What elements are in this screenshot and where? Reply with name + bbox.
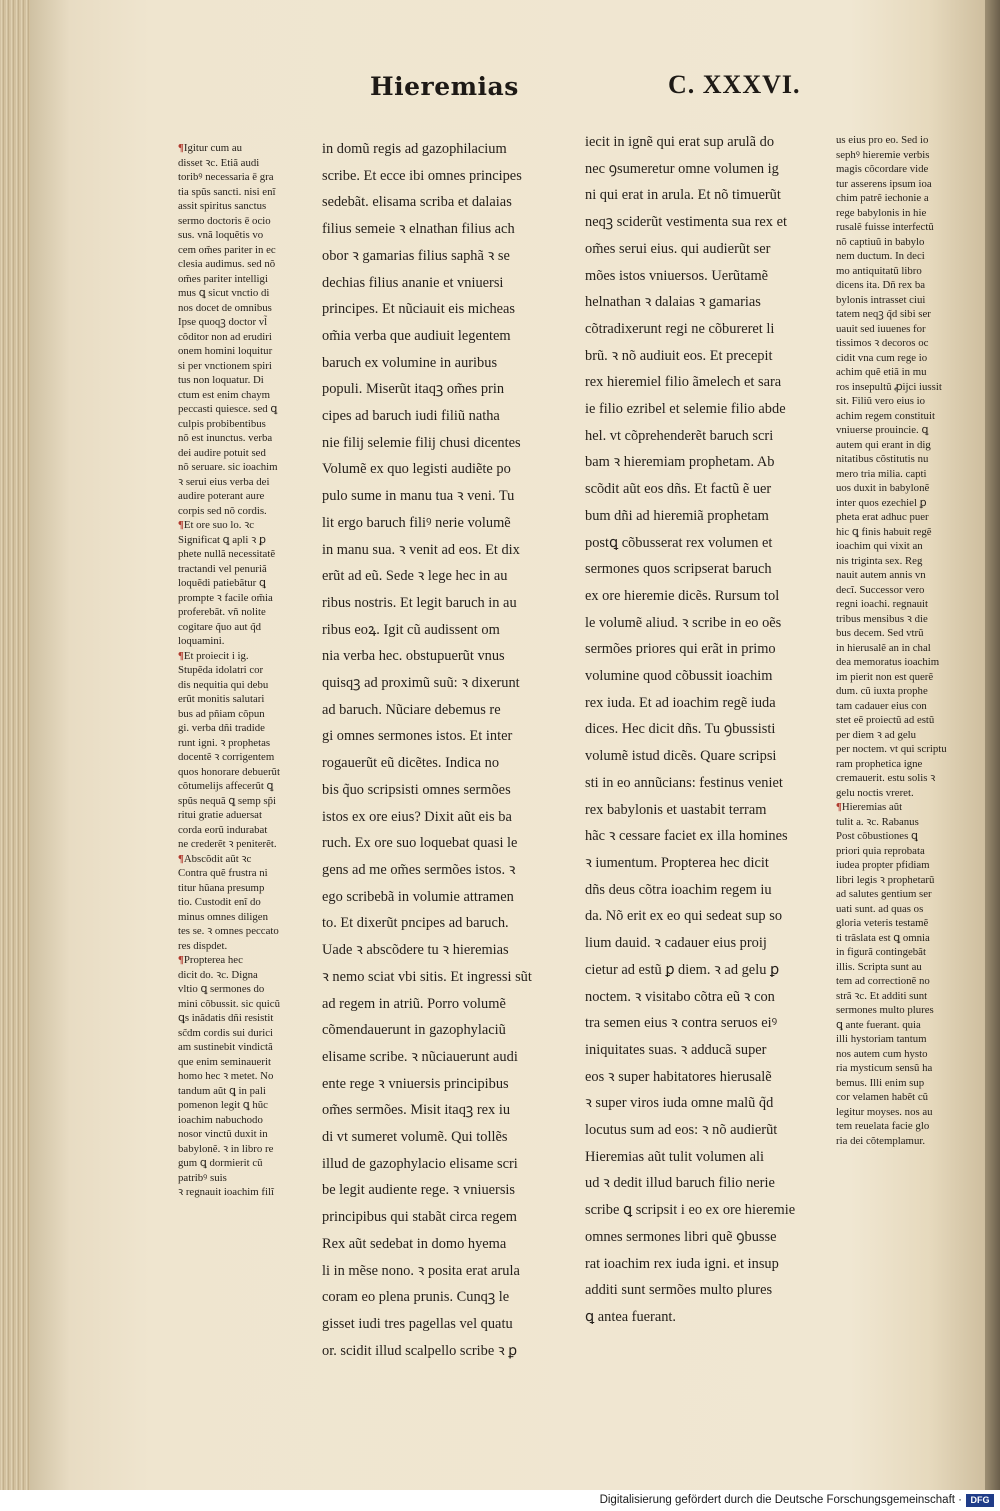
text-line: ꝗ antea fuerant. bbox=[585, 1308, 677, 1325]
text-line: corda eorũ indurabat bbox=[178, 823, 268, 836]
text-line: tes se. ꝛ omnes peccato bbox=[178, 925, 279, 937]
text-line: erũt ad eũ. Sede ꝛ lege hec in au bbox=[322, 568, 508, 585]
text-line: cogitare q̃uo aut q̃d bbox=[178, 620, 262, 633]
text-line: inter quos ezechiel ꝑ bbox=[836, 496, 927, 509]
text-line: ruch. Ex ore suo loquebat quasi le bbox=[322, 835, 518, 852]
text-line: sermões priores qui erãt in primo bbox=[585, 641, 776, 658]
text-line: li in mẽse nono. ꝛ posita erat arula bbox=[322, 1262, 520, 1279]
text-line: phete nullã necessitatẽ bbox=[178, 548, 276, 560]
text-line: achim quẽ etiã in mu bbox=[836, 366, 927, 378]
text-line: gi omnes sermones istos. Et inter bbox=[322, 728, 513, 745]
text-line: decĩ. Successor vero bbox=[836, 583, 925, 596]
rubric-paragraph-mark: ¶ bbox=[836, 801, 842, 813]
text-line: per diem ꝛ ad gelu bbox=[836, 728, 917, 741]
text-line: ente rege ꝛ vniuersis principibus bbox=[322, 1075, 509, 1092]
text-line: iniquitates suas. ꝛ adducã super bbox=[585, 1041, 767, 1058]
text-line: om̃es sermões. Misit itaqꝫ rex iu bbox=[322, 1102, 511, 1119]
text-line: titur hũana presump bbox=[178, 881, 265, 894]
text-line: toribꝰ necessaria ē gra bbox=[178, 171, 274, 183]
main-text-column-left bbox=[322, 136, 548, 1364]
text-line: culpis probibentibus bbox=[178, 417, 266, 430]
text-line: obor ꝛ gamarias filius saphã ꝛ se bbox=[322, 247, 510, 264]
text-line: sc̃dm cordis sui durici bbox=[178, 1026, 274, 1039]
text-line: tio. Custodit enĩ do bbox=[178, 896, 261, 908]
text-line: nos docet de omnibus bbox=[178, 301, 272, 314]
text-line: cõditor non ad erudiri bbox=[178, 330, 272, 343]
text-line: Significat ꝗ apli ꝛ ꝑ bbox=[178, 533, 266, 546]
text-line: in hierusalẽ an in chal bbox=[836, 641, 931, 654]
digitization-footer bbox=[0, 1490, 1000, 1511]
text-line: ꝛ super viros iuda omne malũ q̃d bbox=[585, 1095, 774, 1112]
text-line: bemus. Illi enim sup bbox=[836, 1076, 925, 1089]
text-line: ꝛ serui eius verba dei bbox=[178, 475, 270, 488]
text-line: mero tria milia. capti bbox=[836, 467, 927, 480]
text-line: rex babylonis et uastabit terram bbox=[585, 801, 767, 818]
text-line: hic ꝗ finis habuit regẽ bbox=[836, 525, 932, 538]
text-line: ram prophetica igne bbox=[836, 757, 923, 770]
text-line: babylonẽ. ꝛ in libro re bbox=[178, 1142, 274, 1155]
text-line: minus omnes diligen bbox=[178, 910, 268, 923]
text-line: si per vnctionem spiri bbox=[178, 359, 272, 372]
text-line: nos autem cum hysto bbox=[836, 1047, 928, 1060]
text-line: rogauerũt eũ dicẽtes. Indica no bbox=[322, 755, 500, 772]
running-title: Hieremias bbox=[370, 72, 519, 101]
text-line: Stupẽda idolatri cor bbox=[178, 664, 264, 676]
text-line: bis q̃uo scripsisti omnes sermões bbox=[322, 781, 511, 798]
text-line: illis. Scripta sunt au bbox=[836, 960, 922, 973]
text-line: dñs deus cõtra ioachim regem iu bbox=[585, 881, 772, 898]
text-line: us eius pro eo. Sed io bbox=[836, 134, 929, 146]
text-line: nauit autem annis vn bbox=[836, 569, 926, 581]
main-text-column-right bbox=[585, 129, 805, 1331]
text-line: nis triginta sex. Reg bbox=[836, 554, 923, 567]
text-line: sedebãt. elisama scriba et dalaias bbox=[322, 194, 512, 211]
text-line: gloria veteris testamẽ bbox=[836, 917, 929, 929]
funding-notice: Digitalisierung gefördert durch die Deutsche Forschungsgemeinschaft · bbox=[599, 1494, 962, 1506]
text-line: uati sunt. ad quas os bbox=[836, 902, 924, 915]
text-line: rusalẽ fuisse interfectũ bbox=[836, 221, 934, 233]
text-line: iecit in ignẽ qui erat sup arulã do bbox=[585, 134, 775, 150]
text-line: ti trãslata est ꝗ omnia bbox=[836, 931, 930, 944]
text-line: dum. cũ iuxta prophe bbox=[836, 685, 928, 697]
text-line: loquamini. bbox=[178, 635, 225, 647]
text-line: prompte ꝛ facile om̃ia bbox=[178, 591, 273, 604]
text-line: helnathan ꝛ dalaias ꝛ gamarias bbox=[585, 294, 761, 311]
text-line: rat ioachim rex iuda igni. et insup bbox=[585, 1255, 779, 1272]
text-line: ctum est enim chaym bbox=[178, 388, 271, 401]
text-line: uos duxit in babylonẽ bbox=[836, 482, 930, 494]
text-line: istos ex ore eius? Dixit aũt eis ba bbox=[322, 808, 512, 825]
text-line: corpis sed nõ cordis. bbox=[178, 504, 267, 517]
text-line: coram eo plena prunis. Cunqꝫ le bbox=[322, 1289, 510, 1306]
text-line: disset ꝛc. Etiã audi bbox=[178, 156, 260, 169]
binding-edge bbox=[985, 0, 1000, 1490]
text-line: rex iuda. Et ad ioachim regẽ iuda bbox=[585, 694, 776, 711]
text-line: elisame scribe. ꝛ nũciauerunt audi bbox=[322, 1048, 518, 1065]
text-line: om̃es serui eius. qui audierũt ser bbox=[585, 240, 771, 257]
text-line: pomenon legit ꝗ hũc bbox=[178, 1099, 268, 1111]
text-line: dea memoratus ioachim bbox=[836, 656, 940, 668]
text-line: nõ est inunctus. verba bbox=[178, 432, 273, 444]
text-line: sermones multo plures bbox=[836, 1004, 934, 1016]
text-line: bus ad pñiam cõpun bbox=[178, 707, 265, 720]
text-line: iudea propter pfidiam bbox=[836, 859, 930, 871]
text-line: ne crederẽt ꝛ peniterẽt. bbox=[178, 838, 277, 850]
text-line: nosor vinctũ duxit in bbox=[178, 1128, 268, 1140]
text-line: rex hieremiel filio ãmelech et sara bbox=[585, 374, 782, 391]
text-line: cõtradixerunt regi ne cõbureret li bbox=[585, 320, 775, 337]
text-line: ros insepultũ ꝓijci iussit bbox=[836, 380, 942, 393]
text-line: bam ꝛ hieremiam prophetam. Ab bbox=[585, 454, 775, 471]
text-line: illud de gazophylacio elisame scri bbox=[322, 1155, 518, 1172]
text-line: nia verba hec. obstupuerũt vnus bbox=[322, 648, 505, 665]
text-line: onem homini loquitur bbox=[178, 345, 273, 357]
text-line: ritui gratie aduersat bbox=[178, 809, 262, 821]
text-line: im pierit non est querẽ bbox=[836, 670, 934, 683]
text-line: om̃ia verba que audiuit legentem bbox=[322, 327, 511, 344]
text-line: cietur ad estũ ꝑ diem. ꝛ ad gelu ꝑ bbox=[585, 961, 780, 978]
text-line: quos honorare debuerũt bbox=[178, 765, 280, 778]
text-line: Uade ꝛ abscõdere tu ꝛ hieremias bbox=[322, 942, 509, 959]
text-line: cõmendauerunt in gazophylaciũ bbox=[322, 1022, 506, 1039]
text-line: di vt sumeret volumẽ. Qui tollẽs bbox=[322, 1129, 508, 1146]
rubric-paragraph-mark: ¶ bbox=[178, 852, 184, 865]
text-line: ad baruch. Nũciare debemus re bbox=[322, 701, 501, 718]
text-line: in domũ regis ad gazophilacium bbox=[322, 141, 507, 157]
text-line: sit. Filiũ vero eius io bbox=[836, 395, 926, 407]
text-line: brũ. ꝛ nõ audiuit eos. Et precepit bbox=[585, 347, 773, 364]
text-line: gi. verba dñi tradide bbox=[178, 722, 265, 734]
text-line: om̃es pariter intelligi bbox=[178, 272, 268, 285]
text-line: cem om̃es pariter in ec bbox=[178, 243, 276, 256]
text-line: achim regem constituit bbox=[836, 409, 935, 422]
text-line: hãc ꝛ cessare faciet ex illa homines bbox=[585, 828, 788, 845]
rubric-paragraph-mark: ¶ bbox=[178, 519, 184, 531]
text-line: nie filij selemie filij chusi dicentes bbox=[322, 434, 521, 451]
text-line: cremauerit. estu solis ꝛ bbox=[836, 772, 936, 784]
gloss-column-left bbox=[178, 141, 296, 1200]
text-line: ad regem in atriũ. Porro volumẽ bbox=[322, 995, 506, 1012]
text-line: bus decem. Sed vtrũ bbox=[836, 627, 924, 639]
text-line: dis nequitia qui debu bbox=[178, 678, 269, 691]
text-line: Abscõdit aũt ꝛc bbox=[183, 852, 252, 865]
text-line: strã ꝛc. Et additi sunt bbox=[836, 989, 928, 1002]
text-line: ꝗ ante fuerant. quia bbox=[836, 1018, 921, 1031]
text-line: neqꝫ sciderũt vestimenta sua rex et bbox=[585, 214, 787, 231]
text-line: per noctem. vt qui scriptu bbox=[836, 743, 947, 755]
text-line: ud ꝛ dedit illud baruch filio nerie bbox=[585, 1175, 775, 1192]
text-line: Rex aũt sedebat in domo hyema bbox=[322, 1235, 507, 1252]
text-line: ni qui erat in arula. Et nõ timuerũt bbox=[585, 187, 781, 204]
text-line: stet eẽ proiectũ ad estũ bbox=[836, 714, 935, 726]
text-line: autem qui erant in dig bbox=[836, 438, 931, 451]
text-line: loquẽdi patiebãtur ꝗ bbox=[178, 577, 266, 589]
text-line: tia spũs sancti. nisi enĩ bbox=[178, 185, 276, 198]
text-line: chim patrẽ iechonie a bbox=[836, 192, 929, 204]
text-line: Contra quẽ frustra ni bbox=[178, 867, 268, 879]
text-line: ex ore hieremie dicẽs. Rursum tol bbox=[585, 587, 780, 604]
rubric-paragraph-mark: ¶ bbox=[178, 649, 184, 662]
text-line: ie filio ezribel et selemie filio abde bbox=[585, 401, 786, 418]
text-line: ꝛ regnauit ioachim filĩ bbox=[178, 1186, 274, 1198]
text-line: am sustinebit vindictã bbox=[178, 1041, 273, 1053]
text-line: vltio ꝗ sermones do bbox=[178, 983, 265, 995]
text-line: sephꝰ hieremie verbis bbox=[836, 148, 930, 161]
text-line: mões istos vniuersos. Uerũtamẽ bbox=[585, 267, 769, 284]
text-line: homo hec ꝛ metet. No bbox=[178, 1070, 274, 1082]
text-line: eos ꝛ super habitatores hierusalẽ bbox=[585, 1068, 772, 1085]
text-line: tandum aũt ꝗ in pali bbox=[178, 1084, 266, 1097]
text-line: tulit a. ꝛc. Rabanus bbox=[836, 815, 919, 828]
text-line: nõ seruare. sic ioachim bbox=[178, 461, 278, 473]
text-line: legitur moyses. nos au bbox=[836, 1105, 933, 1118]
text-line: patribꝰ suis bbox=[178, 1171, 227, 1184]
text-line: mus ꝗ sicut vnctio di bbox=[178, 287, 270, 299]
text-line: ego scribebã in volumie attramen bbox=[322, 888, 514, 905]
text-line: ioachim qui vixit an bbox=[836, 540, 923, 552]
text-line: principes. Et nũciauit eis micheas bbox=[322, 301, 516, 318]
folio-number: C. XXXVI. bbox=[668, 70, 801, 99]
text-line: assit spiritus sanctus bbox=[178, 200, 267, 212]
text-line: tur asserens ipsum ioa bbox=[836, 177, 932, 190]
text-line: mini cõbussit. sic quicũ bbox=[178, 997, 280, 1010]
text-line: erũt monitis salutari bbox=[178, 693, 265, 705]
text-line: Post cõbustiones ꝗ bbox=[836, 830, 918, 842]
text-line: cõtumelijs affecerũt ꝗ bbox=[178, 780, 274, 792]
text-line: tatem neqꝫ q̃d sibi ser bbox=[836, 308, 931, 320]
text-line: additi sunt sermões multo plures bbox=[585, 1282, 773, 1299]
text-line: gens ad me om̃es sermões istos. ꝛ bbox=[322, 861, 516, 878]
text-line: noctem. ꝛ visitabo cõtra eũ ꝛ con bbox=[585, 988, 775, 1005]
text-line: tractandi vel penuriã bbox=[178, 562, 267, 575]
text-line: tra semen eius ꝛ contra seruos eiꝰ bbox=[585, 1015, 778, 1032]
rubric-paragraph-mark: ¶ bbox=[178, 954, 184, 966]
text-line: ioachim nabuchodo bbox=[178, 1113, 263, 1126]
text-line: nec ꝯsumeretur omne volumen ig bbox=[585, 160, 779, 177]
text-line: dei audire potuit sed bbox=[178, 446, 266, 459]
text-line: tus non loquatur. Di bbox=[178, 374, 264, 386]
text-line: hel. vt cõprehenderẽt baruch scri bbox=[585, 427, 774, 444]
text-line: Volumẽ ex quo legisti audiẽte po bbox=[322, 461, 511, 478]
text-line: ꝛ iumentum. Propterea hec dicit bbox=[585, 854, 769, 871]
text-line: postꝗ cõbusserat rex volumen et bbox=[585, 534, 773, 551]
text-line: scribe. Et ecce ibi omnes principes bbox=[322, 167, 522, 184]
text-line: docentẽ ꝛ corrigentem bbox=[178, 751, 275, 763]
text-line: proferebãt. vñ nolite bbox=[178, 606, 266, 618]
text-line: Igitur cum au bbox=[183, 142, 243, 154]
text-line: mo antiquitatũ libro bbox=[836, 264, 922, 277]
text-line: ria mysticum sensũ ha bbox=[836, 1062, 933, 1074]
text-line: le volumẽ aliud. ꝛ scribe in eo oẽs bbox=[585, 614, 782, 631]
text-line: vniuerse prouincie. ꝗ bbox=[836, 424, 929, 436]
text-line: libri legis ꝛ prophetarũ bbox=[836, 873, 935, 886]
text-line: cipes ad baruch iudi filiũ natha bbox=[322, 408, 500, 425]
text-line: tem reuelata facie glo bbox=[836, 1120, 930, 1132]
text-line: omnes sermones libri quẽ ꝯbusse bbox=[585, 1228, 777, 1245]
text-line: bylonis intrasset ciui bbox=[836, 293, 926, 306]
text-line: volumẽ istud dicẽs. Quare scripsi bbox=[585, 748, 777, 765]
text-line: cidit vna cum rege io bbox=[836, 351, 928, 364]
dfg-logo: DFG bbox=[966, 1494, 994, 1507]
text-line: lit ergo baruch filiꝰ nerie volumẽ bbox=[322, 514, 511, 531]
text-line: ribus nostris. Et legit baruch in au bbox=[322, 594, 517, 611]
page-edges bbox=[0, 0, 32, 1490]
text-line: or. scidit illud scalpello scribe ꝛ ꝑ bbox=[322, 1342, 518, 1359]
text-line: da. Nõ erit ex eo qui sedeat sup so bbox=[585, 908, 783, 925]
text-line: nõ captiuũ in babylo bbox=[836, 235, 925, 248]
text-line: ad salutes gentium ser bbox=[836, 888, 932, 900]
text-line: res dispdet. bbox=[178, 939, 228, 952]
text-line: be legit audiente rege. ꝛ vniuersis bbox=[322, 1182, 516, 1199]
rubric-paragraph-mark: ¶ bbox=[178, 142, 184, 154]
text-line: Hieremias aũt bbox=[841, 801, 903, 813]
text-line: gisset iudi tres pagellas vel quatu bbox=[322, 1315, 513, 1332]
text-line: in figurã contingebãt bbox=[836, 946, 926, 958]
text-line: Ipse quoqꝫ doctor vl̃ bbox=[178, 316, 268, 328]
text-line: Et proiecit i ig. bbox=[183, 649, 249, 662]
text-line: principibus qui stabãt circa regem bbox=[322, 1209, 518, 1226]
text-line: dices. Hec dicit dñs. Tu ꝯbussisti bbox=[585, 721, 776, 738]
text-line: ꝛ nemo sciat vbi sitis. Et ingressi sũt bbox=[322, 968, 532, 985]
text-line: Et ore suo lo. ꝛc bbox=[183, 519, 255, 531]
text-line: sermones quos scripserat baruch bbox=[585, 561, 772, 578]
text-line: dicit do. ꝛc. Digna bbox=[178, 968, 258, 981]
text-line: tissimos ꝛ decoros oc bbox=[836, 337, 929, 349]
text-line: lium dauid. ꝛ cadauer eius proij bbox=[585, 935, 767, 952]
text-line: priori quia reprobata bbox=[836, 844, 925, 857]
text-line: rege babylonis in hie bbox=[836, 206, 927, 219]
text-line: pulo sume in manu tua ꝛ veni. Tu bbox=[322, 488, 515, 505]
text-line: dechias filius ananie et vniuersi bbox=[322, 274, 504, 291]
text-line: gum ꝗ dormierit cũ bbox=[178, 1157, 263, 1169]
text-line: sermo doctoris ē ocio bbox=[178, 214, 271, 227]
text-line: regni ioachi. regnauit bbox=[836, 598, 929, 610]
text-line: pheta erat adhuc puer bbox=[836, 511, 929, 523]
gloss-column-right bbox=[836, 133, 948, 1148]
text-line: que enim seminauerit bbox=[178, 1055, 271, 1068]
text-line: in manu sua. ꝛ venit ad eos. Et dix bbox=[322, 541, 520, 558]
text-line: bum dñi ad hieremiã prophetam bbox=[585, 507, 769, 524]
text-line: runt igni. ꝛ prophetas bbox=[178, 736, 271, 749]
text-line: gelu noctis vreret. bbox=[836, 786, 914, 799]
text-line: locutus sum ad eos: ꝛ nõ audierũt bbox=[585, 1122, 778, 1139]
text-line: cor velamen habẽt cũ bbox=[836, 1091, 929, 1103]
text-line: dicens ita. Dñ rex ba bbox=[836, 279, 926, 291]
text-line: Propterea hec bbox=[183, 954, 243, 966]
text-line: sti in eo annũcians: festinus veniet bbox=[585, 774, 783, 791]
text-line: baruch ex volumine in auribus bbox=[322, 354, 498, 371]
text-line: to. Et dixerũt pncipes ad baruch. bbox=[322, 915, 509, 932]
text-line: ꝗs inãdatis dñi resistit bbox=[178, 1012, 274, 1024]
text-line: uauit sed iuuenes for bbox=[836, 322, 926, 335]
text-line: ribus eoꝝ. Igit cũ audissent om bbox=[322, 621, 500, 638]
text-line: nem ductum. In deci bbox=[836, 250, 925, 262]
text-line: Hieremias aũt tulit volumen ali bbox=[585, 1148, 765, 1165]
text-line: nitatibus cõstitutis nu bbox=[836, 453, 929, 465]
text-line: sus. vnã loquẽtis vo bbox=[178, 229, 264, 241]
text-line: scribe ꝗ scripsit i eo ex ore hieremie bbox=[585, 1202, 796, 1219]
text-line: spũs nequã ꝗ semp sp̃i bbox=[178, 794, 277, 807]
text-line: populi. Miserũt itaqꝫ om̃es prin bbox=[322, 381, 505, 398]
text-line: scõdit aũt eos dñs. Et factũ ẽ uer bbox=[585, 481, 772, 498]
text-line: quisqꝫ ad proximũ suũ: ꝛ dixerunt bbox=[322, 675, 520, 692]
text-line: magis cõcordare vide bbox=[836, 163, 929, 175]
text-line: ria dei cõtemplamur. bbox=[836, 1134, 926, 1147]
text-line: tam cadauer eius con bbox=[836, 699, 927, 712]
text-line: clesia audimus. sed nõ bbox=[178, 258, 276, 270]
text-line: tem ad correctionẽ no bbox=[836, 975, 930, 987]
text-line: filius semeie ꝛ elnathan filius ach bbox=[322, 221, 515, 238]
text-line: peccasti quiesce. sed ꝗ bbox=[178, 403, 278, 415]
text-line: audire poterant aure bbox=[178, 490, 265, 502]
text-line: tribus mensibus ꝛ die bbox=[836, 612, 928, 625]
text-line: volumine quod cõbussit ioachim bbox=[585, 668, 773, 685]
text-line: illi hystoriam tantum bbox=[836, 1033, 927, 1045]
